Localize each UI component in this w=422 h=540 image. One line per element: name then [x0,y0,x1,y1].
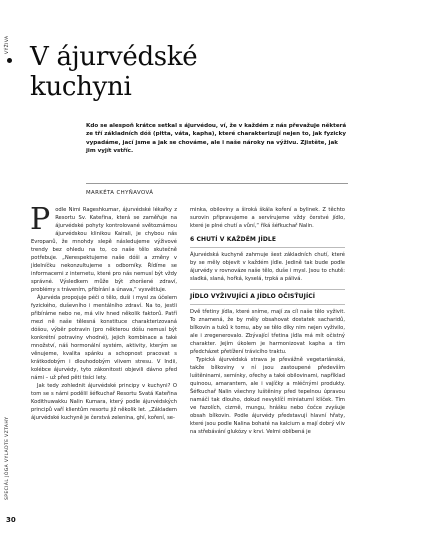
text-column-right [190,206,345,436]
body-paragraph: Typická ájurvédská strava je převážně vegetariánská, takže bílkoviny v ní jsou zastoupené především luštěninami, semínky, ořechy a také obilovinami, například quinoou, amarantem, ale i vajíčky a mléčnými produkty. Šéfkuchař Nalin všechny luštěniny před tepelnou úpravou namáčí tak dlouho, dokud nevyklíčí miniaturní klíček. Tím ve fazolích, cizrně, mungu, hrášku nebo čočce zvyšuje obsah bílkovin. Podle ájurvédy představují hlavní hřaty, které jsou podle Nalina bohaté na kalcium a mají dobrý vliv na střebávání glukózy v krvi. Velmi oblíbená je [190,357,345,435]
body-paragraph: Ájurvéda propojuje péči o tělo, duši i mysl za účelem fyzického, duševního i mentálního zdraví. Na to, jestli přibíráme nebo ne, má vliv hned několik faktorů. Patří mezi ně naše tělesná konstituce charakterizovaná dóšou, výběr potravin (pro některou dóšu nemusí být konkrétní potraviny vhodné), jejich kombinace a také množství, náš hormonální systém, aktivity, kterým se věnujeme, kvalita spánku a schopnost pracovat s krátkodobým i dlouhodobým vlivem stresu. V Indii, kolébce ájurvédy, tyto zákonitosti objevili dávno před námi – už před pěti tisíci lety. [31,295,177,381]
article-lead: Kdo se alespoň krátce setkal s ájurvédou, ví, že v každém z nás převažuje některá ze tří základních dóš (pitta, váta, kapha), které charakterizují nejen to, jak fyzicky vypadáme, jací jsme a jak se chováme, ale i naše nároky na výživu. Zjistěte, jak jim vyjít vstříc. [86,123,347,154]
body-paragraph: Ájurvédská kuchyně zahrnuje šest základních chutí, které by se měly objevit v každém jídle. Jedině tak bude podle ájurvédy v rovnováze naše tělo, duše i mysl. Jsou to chutě: sladká, slaná, hořká, kyselá, trpká a pálivá. [190,252,345,282]
subheading-divider [190,304,345,305]
body-paragraph: minka, obiloviny a široká škála koření a bylinek. Z těchto surovin připravujeme a servírujeme vždy čerstvé jídlo, které je plné chutí a vůní,“ říká šéfkuchař Nalin. [190,207,345,229]
body-paragraph: Jak tedy zohlednit ájurvédské principy v kuchyni? O tom se s námi podělil šéfkuchař Resortu Svatá Kateřina Kodithuwakku Nalin Kumara, který podle ájurvédských principů vaří klientům resortu již několik let. „Základem ájurvédské kuchyně je čerstvá zelenina, ghí, koření, se- [31,383,177,421]
body-paragraph [30,202,177,294]
article-title [30,42,250,102]
body-paragraph: Dvě třetiny jídla, které sníme, mají za cíl naše tělo vyživit. To znamená, že by měly obsahovat dostatek sacharidů, bílkovin a tuků k tomu, aby se tělo díky nim nejen vyživilo, ale i zregenerovalo. Zbývající třetina jídla má mít očistný charakter. Jejím úkolem je harmonizovat kapha a tím předcházet přetížení trávicího traktu. [190,309,345,355]
title-line-2: kuchyni [30,72,132,102]
section-divider [190,289,345,290]
issue-label-bottom [4,416,16,500]
subheading-six-tastes: 6 CHUTÍ V KAŽDÉM JÍDLE [190,236,277,243]
section-label-text: VÝŽIVA [5,35,10,54]
subheading-divider [190,247,345,248]
text-column-left [30,202,177,422]
title-line-1: V ájurvédské [30,42,198,72]
bullet-dot-icon [7,58,12,63]
lead-divider [86,183,348,184]
article-author: MARKÉTA CHYŇAVOVÁ [86,190,154,196]
subheading-nourishing-food: JÍDLO VYŽIVUJÍCÍ A JÍDLO OČISŤUJÍCÍ [190,293,316,300]
drop-cap: P [30,202,51,237]
issue-label-text: SPECIÁL JÓGA VYLADTE VZTAHY [5,416,10,500]
section-label-top [4,35,16,54]
paragraph-text: odle Nimi Rageshkumar, ájurvédské lékařky z Resortu Sv. Kateřina, která se zaměřuje na ájurvédské pohyty kontrolované světoznámou ájurvédskou klinikou Kairali, je chybou nás Evropanů, že mnohdy slepě následujeme výživové trendy bez ohledu na to, co naše tělo skutečně potřebuje. „Nerespektujeme naše dóši a změny v jídelníčku nekonzultujeme s odborníky. Řídíme se informacemi z internetu, které pro nás nemusí být vždy správné. Výsledkem může být zhoršené zdraví, problémy s trávením, přibírání a únava,“ vysvětluje. [31,207,177,293]
page-number: 30 [6,516,16,524]
